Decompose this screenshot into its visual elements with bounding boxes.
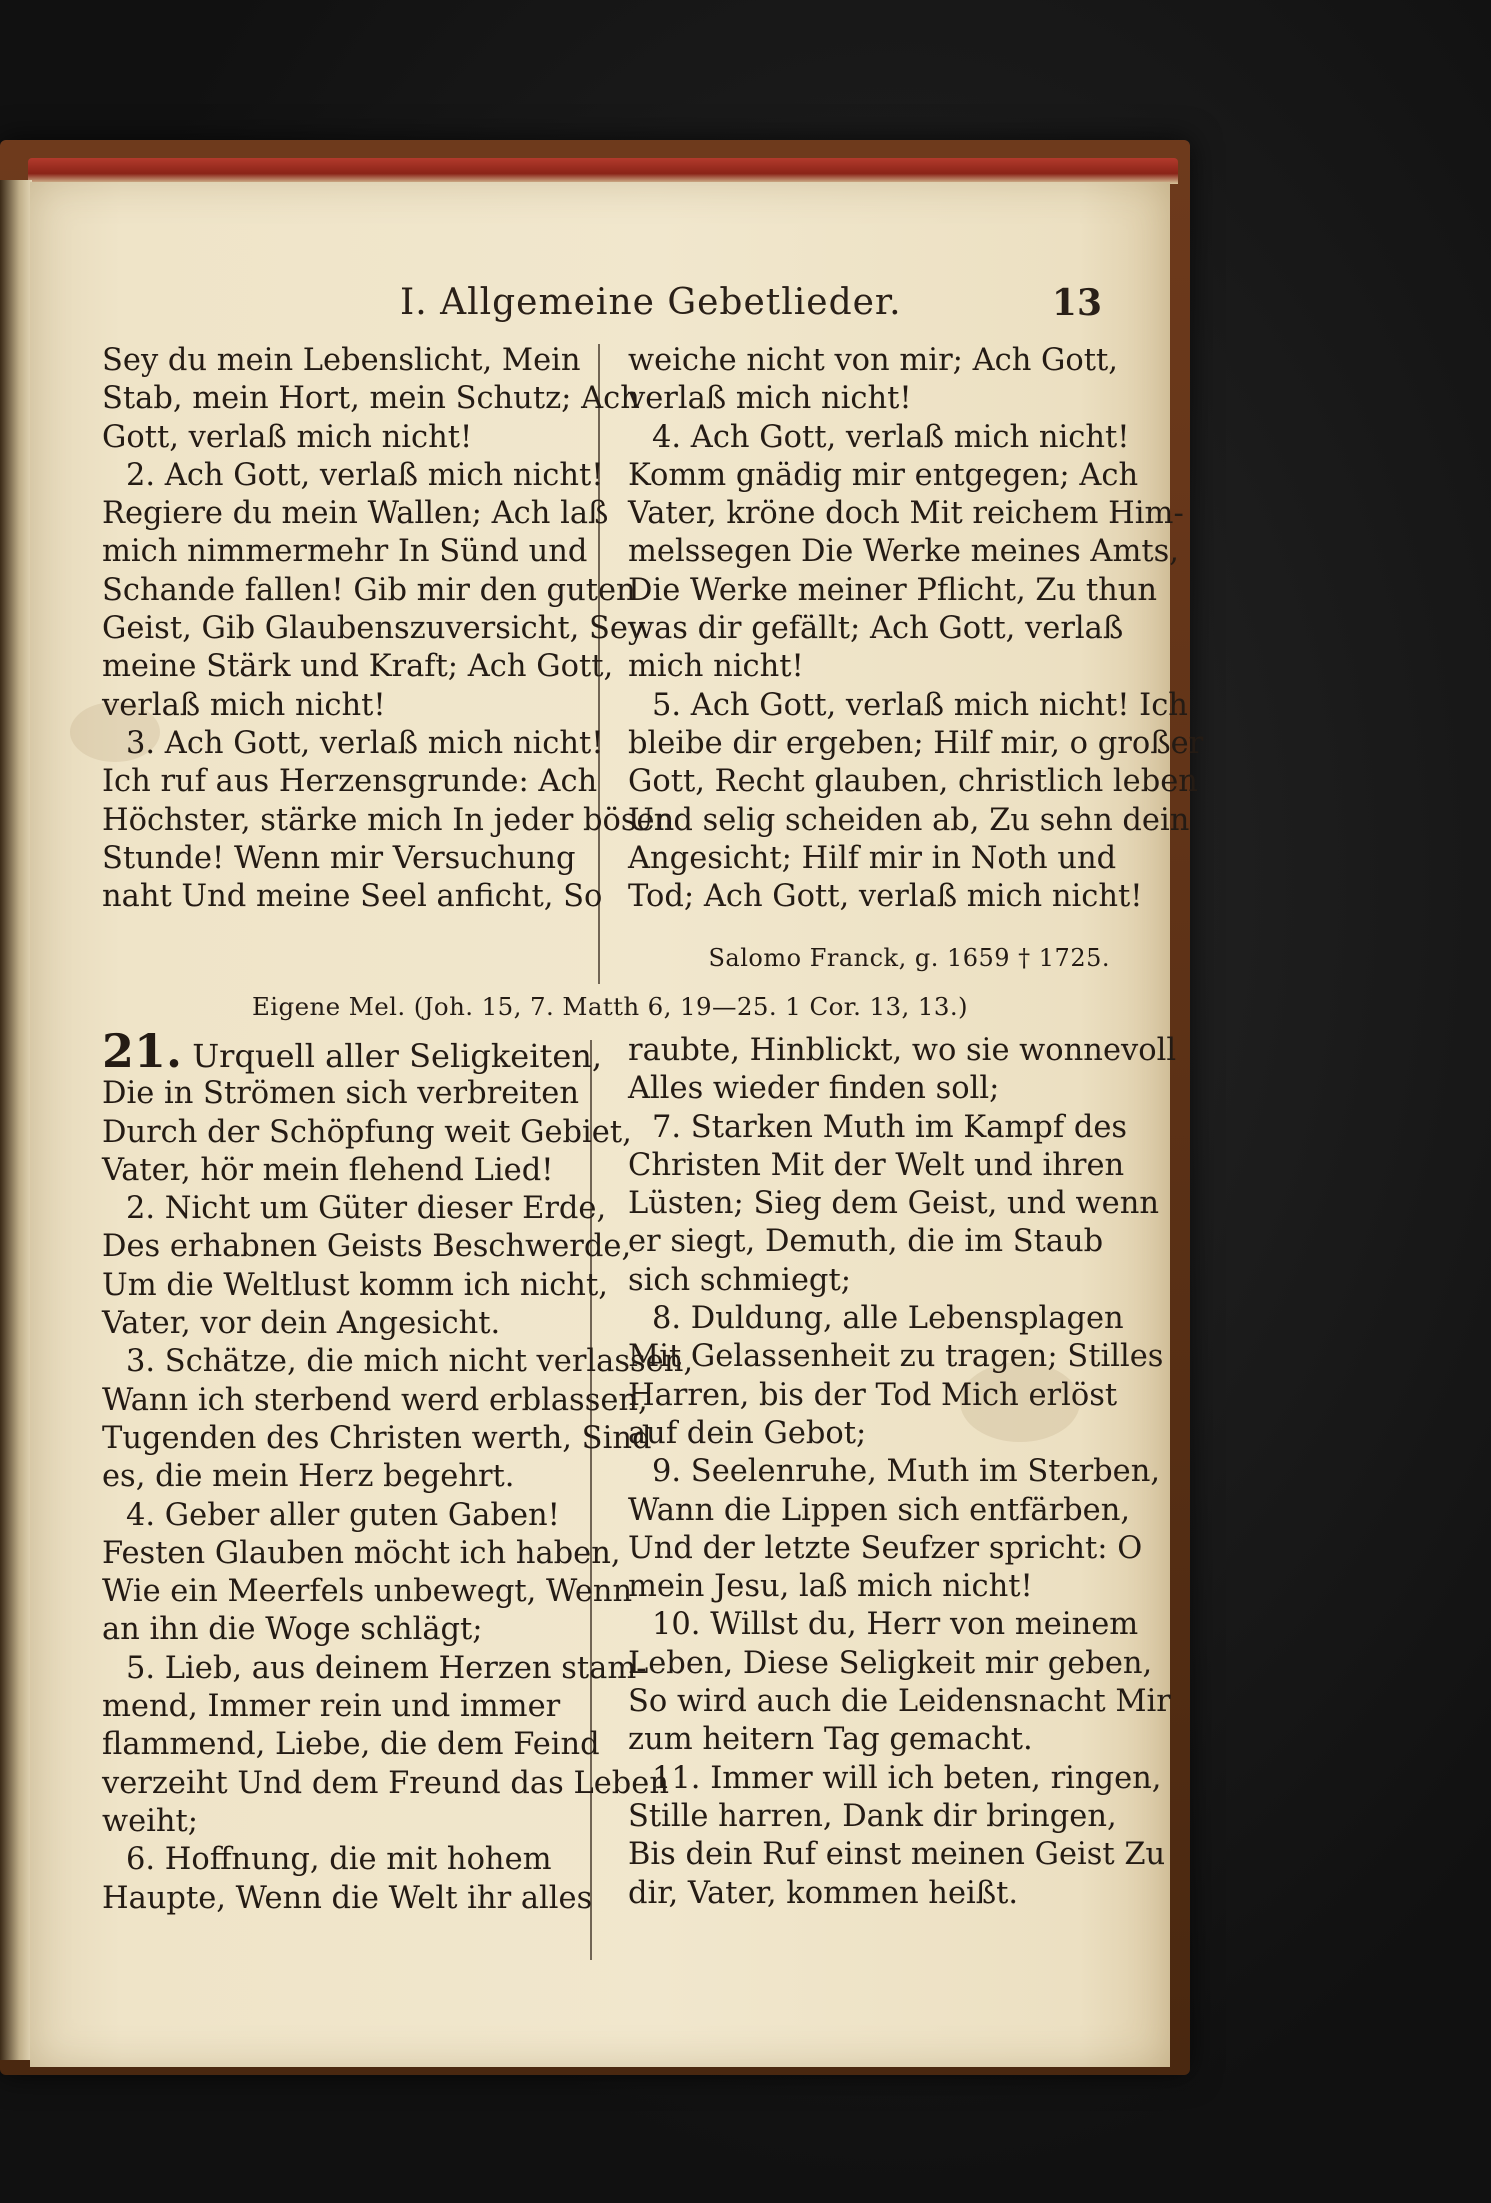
text-line: Geist, Gib Glaubenszuversicht, Sey — [102, 611, 646, 647]
text-line: zum heitern Tag gemacht. — [628, 1722, 1033, 1758]
verse-start: 2. Nicht um Güter dieser Erde, — [126, 1191, 607, 1227]
verse-start: 5. Ach Gott, verlaß mich nicht! Ich — [652, 687, 1188, 723]
text-line: Wann die Lippen sich entfärben, — [628, 1492, 1131, 1528]
text-line: Mit Gelassenheit zu tragen; Stilles — [628, 1339, 1164, 1375]
text-line: was dir gefällt; Ach Gott, verlaß — [628, 611, 1124, 647]
text-line: Bis dein Ruf einst meinen Geist Zu — [628, 1837, 1166, 1873]
text-line: Wann ich sterbend werd erblassen, — [102, 1382, 648, 1418]
verse-start: 6. Hoffnung, die mit hohem — [126, 1842, 552, 1878]
text-line: weiche nicht von mir; Ach Gott, — [628, 343, 1118, 378]
text-line: Christen Mit der Welt und ihren — [628, 1147, 1125, 1183]
running-head-title: I. Allgemeine Gebetlieder. — [400, 282, 902, 323]
text-line: mich nimmermehr In Sünd und — [102, 534, 588, 570]
page-number: 13 — [1051, 282, 1102, 324]
verse-start: 4. Ach Gott, verlaß mich nicht! — [652, 419, 1130, 455]
verse-start: 4. Geber aller guten Gaben! — [126, 1497, 560, 1533]
text-line: Die Werke meiner Pflicht, Zu thun — [628, 572, 1158, 608]
verse-start: 3. Schätze, die mich nicht verlassen, — [126, 1344, 694, 1380]
text-line: Vater, kröne doch Mit reichem Him- — [628, 496, 1184, 532]
melody-reference: Eigene Mel. (Joh. 15, 7. Matth 6, 19—25. 1 Cor. 13, 13.) — [251, 992, 969, 1021]
text-column-1 — [102, 342, 675, 916]
text-line: Schande fallen! Gib mir den guten — [102, 572, 636, 608]
verse-start: 11. Immer will ich beten, ringen, — [652, 1760, 1162, 1796]
text-line: Lüsten; Sieg dem Geist, und wenn — [628, 1186, 1159, 1222]
text-line: Höchster, stärke mich In jeder bösen — [102, 802, 675, 838]
text-line: auf dein Gebot; — [628, 1415, 867, 1451]
text-line: Um die Weltlust komm ich nicht, — [102, 1267, 608, 1303]
text-line: mein Jesu, laß mich nicht! — [628, 1569, 1033, 1605]
text-line: So wird auch die Leidensnacht Mir — [628, 1684, 1171, 1720]
text-line: es, die mein Herz begehrt. — [102, 1459, 515, 1495]
page-edge-red — [28, 158, 1178, 184]
text-line: verlaß mich nicht! — [628, 381, 912, 417]
text-line: Vater, hör mein flehend Lied! — [102, 1152, 554, 1188]
text-line: Gott, verlaß mich nicht! — [102, 419, 473, 455]
text-line: Tod; Ach Gott, verlaß mich nicht! — [628, 879, 1143, 915]
text-line: Komm gnädig mir entgegen; Ach — [628, 457, 1139, 493]
text-line: Vater, vor dein Angesicht. — [102, 1306, 501, 1342]
text-line: Tugenden des Christen werth, Sind — [102, 1420, 652, 1456]
text-line: raubte, Hinblickt, wo sie wonnevoll — [628, 1033, 1177, 1068]
verse-start: 2. Ach Gott, verlaß mich nicht! — [126, 457, 604, 493]
book-gutter — [0, 180, 32, 2060]
text-line: Ich ruf aus Herzensgrunde: Ach — [102, 764, 598, 800]
text-line: flammend, Liebe, die dem Feind — [102, 1727, 600, 1763]
text-column-4 — [628, 1032, 1177, 1913]
text-line: Alles wieder finden soll; — [628, 1071, 1000, 1107]
text-line: an ihn die Woge schlägt; — [102, 1612, 483, 1648]
text-column-2 — [628, 342, 1204, 916]
verse-start: 5. Lieb, aus deinem Herzen stam- — [126, 1650, 647, 1686]
text-line: Und selig scheiden ab, Zu sehn dein — [628, 802, 1190, 838]
text-line: Durch der Schöpfung weit Gebiet, — [102, 1114, 632, 1150]
text-line: melssegen Die Werke meines Amts, — [628, 534, 1179, 570]
text-line: Festen Glauben möcht ich haben, — [102, 1535, 621, 1571]
book-page — [30, 182, 1204, 2067]
text-line: Leben, Diese Seligkeit mir geben, — [628, 1645, 1153, 1681]
text-line: Angesicht; Hilf mir in Noth und — [628, 840, 1117, 876]
running-head — [400, 282, 1120, 332]
text-line: verlaß mich nicht! — [102, 687, 386, 723]
text-line: Harren, bis der Tod Mich erlöst — [628, 1377, 1118, 1413]
text-line: naht Und meine Seel anficht, So — [102, 879, 603, 915]
verse-start: 3. Ach Gott, verlaß mich nicht! — [126, 725, 604, 761]
text-line: Die in Strömen sich verbreiten — [102, 1076, 579, 1112]
text-line: verzeiht Und dem Freund das Leben — [102, 1765, 669, 1801]
verse-start: 10. Willst du, Herr von meinem — [652, 1607, 1139, 1643]
text-line: Sey du mein Lebenslicht, Mein — [102, 343, 581, 378]
text-line: Haupte, Wenn die Welt ihr alles — [102, 1880, 593, 1916]
text-column-3 — [102, 1024, 694, 1918]
text-line: dir, Vater, kommen heißt. — [628, 1875, 1019, 1911]
verse-start: 7. Starken Muth im Kampf des — [652, 1109, 1128, 1145]
text-line: Gott, Recht glauben, christlich leben — [628, 764, 1198, 800]
text-line: Des erhabnen Geists Beschwerde, — [102, 1229, 632, 1265]
hymn-first-line — [102, 1024, 603, 1078]
verse-start: 8. Duldung, alle Lebensplagen — [652, 1301, 1124, 1337]
text-line: Und der letzte Seufzer spricht: O — [628, 1530, 1143, 1566]
text-line: Stille harren, Dank dir bringen, — [628, 1798, 1117, 1834]
text-line: bleibe dir ergeben; Hilf mir, o großer — [628, 725, 1204, 761]
text-line: Stab, mein Hort, mein Schutz; Ach — [102, 381, 640, 417]
text-line: mend, Immer rein und immer — [102, 1689, 561, 1725]
text-line: weiht; — [102, 1803, 199, 1839]
text-line: er siegt, Demuth, die im Staub — [628, 1224, 1104, 1260]
text-line: mich nicht! — [628, 649, 804, 685]
text-line: Regiere du mein Wallen; Ach laß — [102, 496, 609, 532]
text-line: meine Stärk und Kraft; Ach Gott, — [102, 649, 614, 685]
text-line: Wie ein Meerfels unbewegt, Wenn — [102, 1574, 633, 1610]
hymn-incipit: Urquell aller Seligkeiten, — [192, 1037, 603, 1075]
hymn-number: 21. — [102, 1024, 183, 1078]
text-line: Stunde! Wenn mir Versuchung — [102, 840, 576, 876]
text-line: sich schmiegt; — [628, 1262, 851, 1298]
hymn-author: Salomo Franck, g. 1659 † 1725. — [708, 944, 1110, 972]
verse-start: 9. Seelenruhe, Muth im Sterben, — [652, 1454, 1161, 1490]
